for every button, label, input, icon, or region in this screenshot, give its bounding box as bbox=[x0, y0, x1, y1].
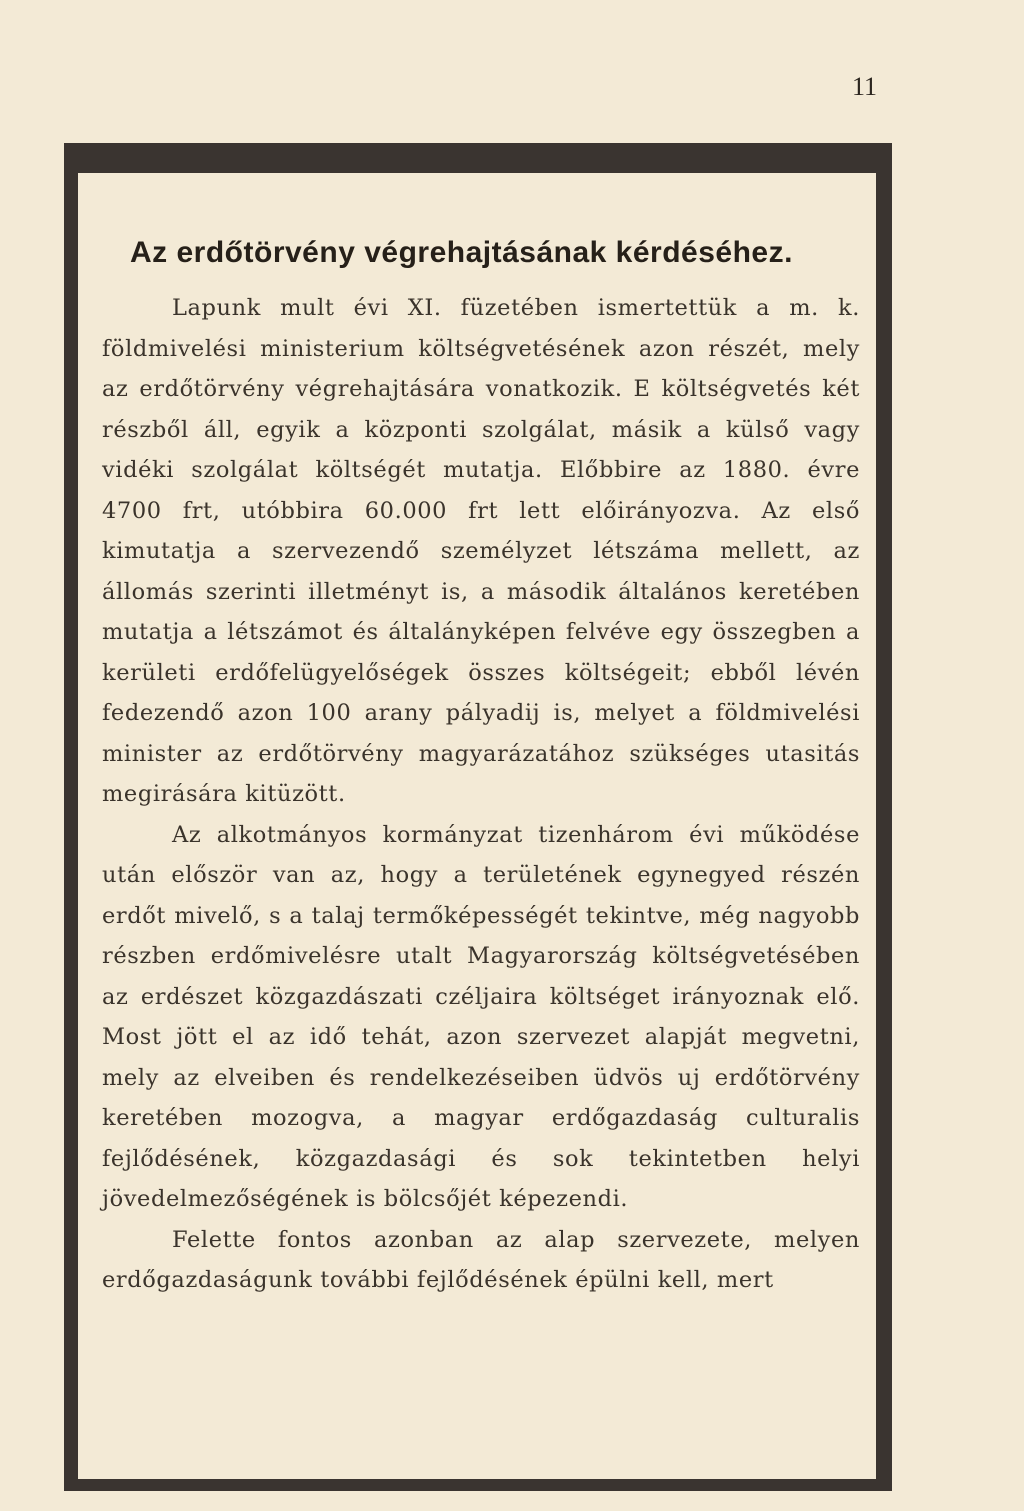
frame-right-border bbox=[876, 143, 892, 1491]
article-content bbox=[102, 236, 860, 1301]
paragraph-2: Az alkotmányos kormányzat tizenhárom évi működése után először van az, hogy a területének egynegyed részén erdőt mivelő, s a talaj termőképességét tekintve, még nagyobb részben erdőmivelésre utalt Magyarország költségvetésében az erdészet közgazdászati czéljaira költséget irányoznak elő. Most jött el az idő tehát, azon szervezet alapját megvetni, mely az elveiben és rendelkezéseiben üdvös uj erdőtörvény keretében mozogva, a magyar erdőgazdaság culturalis fejlődésének, közgazdasági és sok tekintetben helyi jövedelmezőségének is bölcsőjét képezendi. bbox=[102, 821, 860, 1212]
paragraph-3: Felette fontos azonban az alap szervezete, melyen erdőgazdaságunk további fejlődésének épülni kell, mert bbox=[102, 1226, 860, 1293]
article-title: Az erdőtörvény végrehajtásának kérdéséhez. bbox=[130, 236, 793, 269]
frame-top-border bbox=[64, 143, 892, 173]
paragraph-1: Lapunk mult évi XI. füzetében ismertettük a m. k. földmivelési ministerium költségvetésének azon részét, mely az erdőtörvény végrehajtására vonatkozik. E költségvetés két részből áll, egyik a központi szolgálat, másik a külső vagy vidéki szolgálat költségét mutatja. Előbbire az 1880. évre 4700 frt, utóbbira 60.000 frt lett előirányozva. Az első kimutatja a szervezendő személyzet létszáma mellett, az állomás szerinti illetményt is, a második általános keretében mutatja a létszámot és általányképen felvéve egy összegben a kerületi erdőfelügyelőségek összes költségeit; ebből lévén fedezendő azon 100 arany pályadij is, melyet a földmivelési minister az erdőtörvény magyarázatához szükséges utasitás megirására kitüzött. bbox=[102, 295, 860, 807]
page-number: 11 bbox=[852, 72, 878, 101]
frame-left-border bbox=[64, 143, 78, 1491]
frame-bottom-border bbox=[64, 1479, 892, 1491]
